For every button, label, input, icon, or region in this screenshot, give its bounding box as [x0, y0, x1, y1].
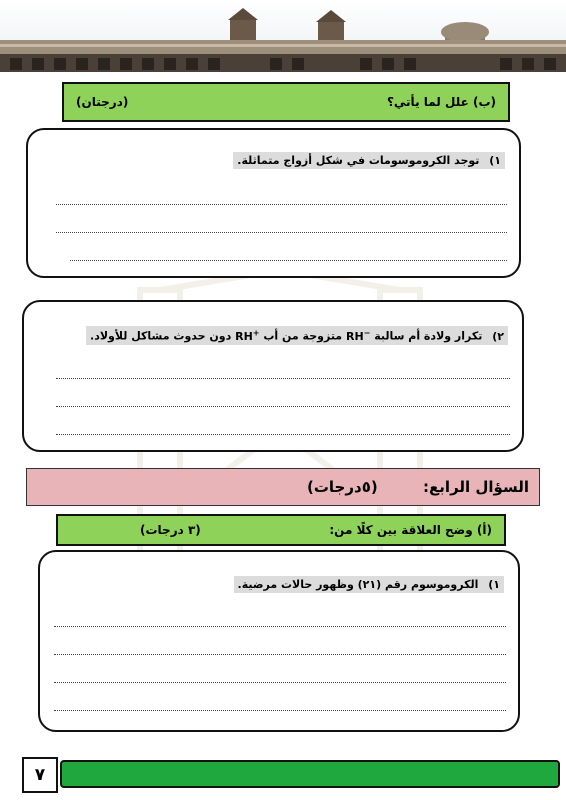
question-1-box [26, 128, 521, 278]
answer-line[interactable] [56, 434, 510, 435]
footer-bar [60, 760, 560, 788]
answer-line[interactable] [54, 710, 506, 711]
rh-neg-sign: − [363, 328, 371, 337]
answer-line[interactable] [56, 204, 507, 205]
section-a-header [56, 514, 506, 546]
answer-line[interactable] [56, 232, 507, 233]
question-3-text [234, 576, 504, 593]
question-2-number: ٢) [492, 329, 504, 343]
answer-line[interactable] [54, 626, 506, 627]
section-a-points: (٣ درجات) [140, 523, 201, 537]
rh-negative [346, 330, 370, 343]
page-number: ٧ [22, 757, 58, 793]
section-b-points: (درجتان) [76, 95, 129, 109]
question-1-number: ١) [489, 154, 501, 167]
question-4-points: (٥درجات) [307, 478, 378, 496]
question-2-text [86, 326, 508, 345]
question-2-part-1: تكرار ولادة أم سالبة [374, 329, 483, 343]
question-3-label: الكروموسوم رقم (٢١) وظهور حالات مرضية. [237, 578, 479, 591]
answer-line[interactable] [56, 406, 510, 407]
answer-line[interactable] [54, 682, 506, 683]
question-2-part-3: دون حدوث مشاكل للأولاد. [90, 329, 232, 343]
rh-pos-sign: + [252, 328, 260, 337]
rh-pos-label: RH [235, 329, 253, 343]
question-2-part-2: متزوجة من أب [263, 329, 343, 343]
answer-line[interactable] [70, 260, 507, 261]
question-3-number: ١) [488, 578, 500, 591]
question-1-text [233, 152, 505, 169]
section-a-title: (أ) وضح العلاقة بين كلًا من: [329, 523, 492, 537]
section-b-title: (ب) علل لما يأتي؟ [386, 95, 496, 109]
question-4-title: السؤال الرابع: [423, 478, 529, 496]
answer-line[interactable] [54, 654, 506, 655]
rh-neg-label: RH [345, 329, 364, 343]
question-1-label: توجد الكروموسومات في شكل أزواج متماثلة. [237, 154, 480, 167]
header-banner-image [0, 0, 566, 72]
answer-line[interactable] [56, 378, 510, 379]
question-4-header [26, 468, 540, 506]
question-2-box [22, 300, 524, 452]
section-b-header [62, 82, 510, 122]
question-3-box [38, 550, 520, 732]
rh-positive [235, 330, 259, 343]
